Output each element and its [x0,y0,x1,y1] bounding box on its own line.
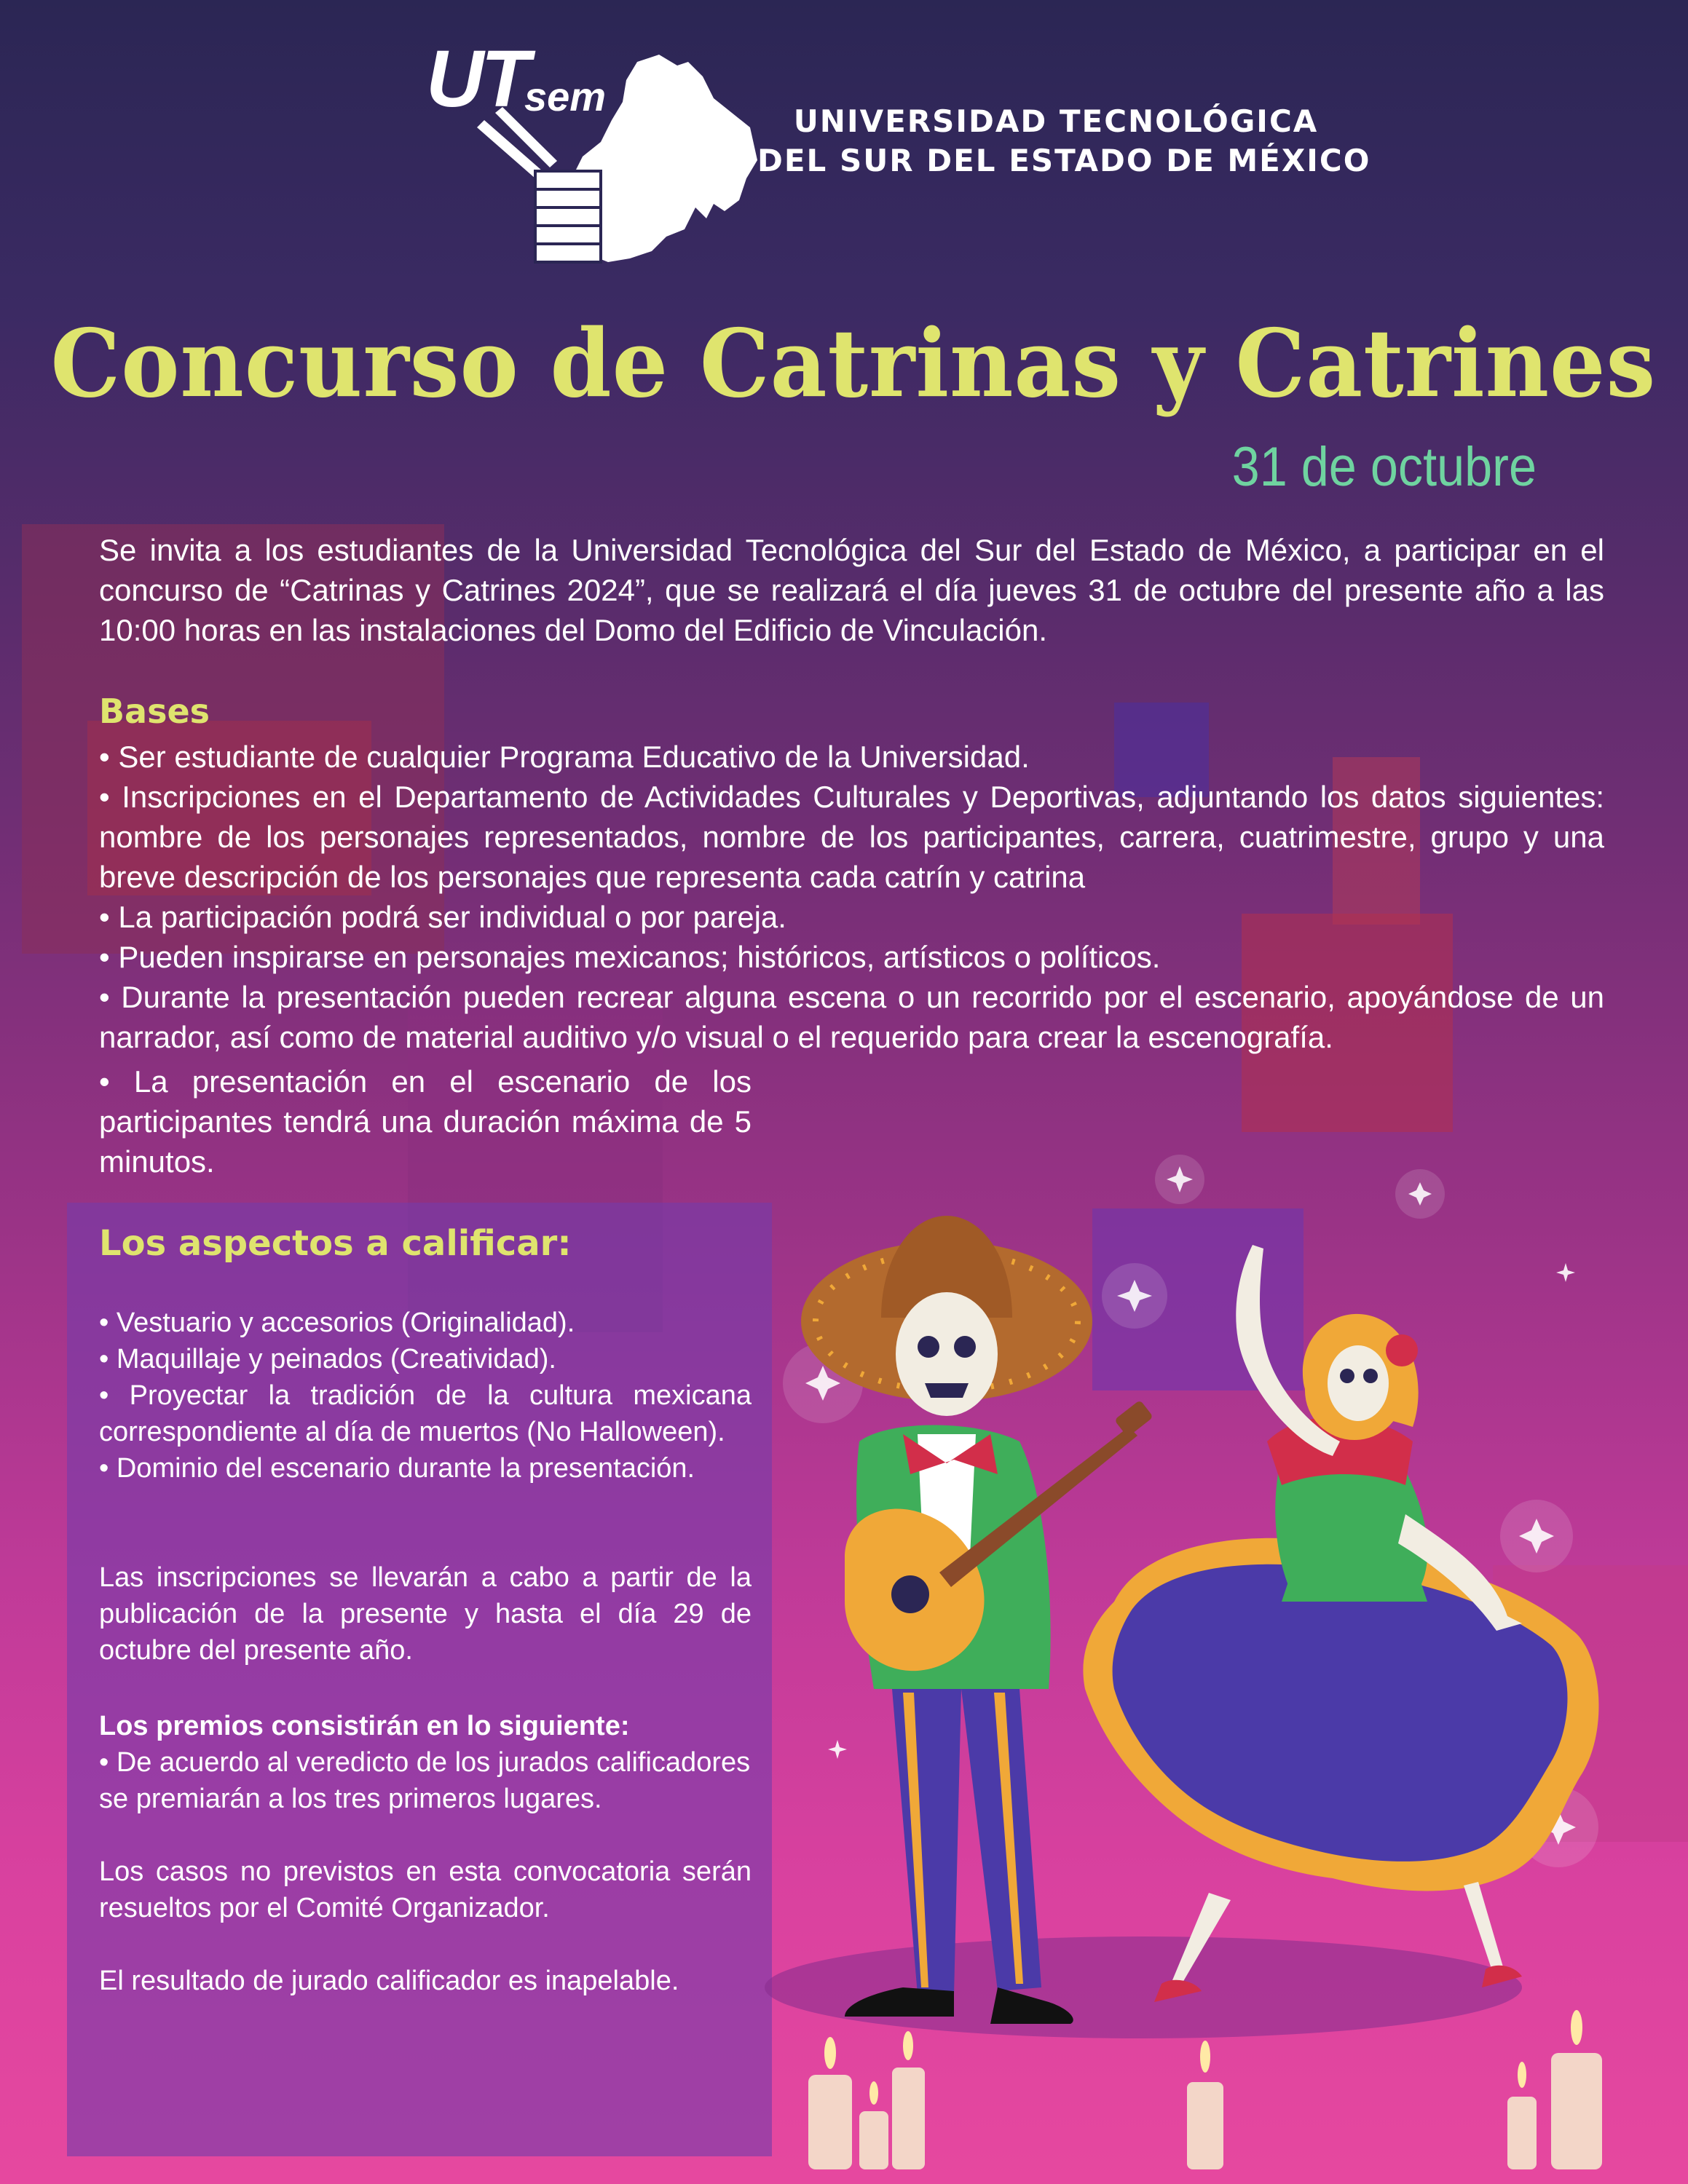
bases-item: • La participación podrá ser individual o por pareja. [99,900,786,934]
university-line-2: DEL SUR DEL ESTADO DE MÉXICO [757,143,1371,178]
catrin-catrina-illustration [735,1077,1688,2184]
bases-item: • Pueden inspirarse en personajes mexicanos; históricos, artísticos o políticos. [99,940,1161,974]
prizes-heading: Los premios consistirán en lo siguiente: [99,1711,630,1741]
bases-list [99,737,1604,1057]
bases-item: • Inscripciones en el Departamento de Actividades Culturales y Deportivas, adjuntando los datos siguientes: nombre de los personajes representados, nombre de los participantes, carrera, cuatrimestre, grupo y una breve descripción de los personajes que representa cada catrín y catrina [99,780,1604,894]
university-name [757,102,1371,181]
university-line-1: UNIVERSIDAD TECNOLÓGICA [793,103,1319,139]
event-date: 31 de octubre [1231,436,1537,498]
logo-sem-text: sem [524,74,607,119]
logo-ut-text: UT [426,34,527,124]
aspects-item: • Dominio del escenario durante la presentación. [99,1453,695,1484]
bases-item: • Ser estudiante de cualquier Programa Educativo de la Universidad. [99,740,1030,774]
catrina-figure [1083,1245,1598,2002]
utsem-logo [426,33,761,273]
verdict-text: El resultado de jurado calificador es inapelable. [99,1966,679,1996]
page-title: Concurso de Catrinas y Catrines [50,309,1657,419]
aspects-list [99,1305,752,1487]
bases-duration: • La presentación en el escenario de los participantes tendrá una duración máxima de 5 minutos. [99,1064,752,1179]
unforeseen-text: Los casos no previstos en esta convocatoria serán resueltos por el Comité Organizador. [99,1856,752,1923]
aspects-item: • Vestuario y accesorios (Originalidad). [99,1307,575,1338]
aspects-item: • Maquillaje y peinados (Creatividad). [99,1344,556,1374]
aspects-item: • Proyectar la tradición de la cultura mexicana correspondiente al día de muertos (No Halloween). [99,1380,752,1447]
intro-paragraph: Se invita a los estudiantes de la Universidad Tecnológica del Sur del Estado de México, a participar en el concurso de “Catrinas y Catrines 2024”, que se realizará el día jueves 31 de octubre del presente año a las 10:00 horas en las instalaciones del Domo del Edificio de Vinculación. [99,533,1604,647]
aspects-heading: Los aspectos a calificar: [99,1223,572,1264]
prizes-text: • De acuerdo al veredicto de los jurados calificadores se premiarán a los tres primeros lugares. [99,1747,751,1814]
registration-text: Las inscripciones se llevarán a cabo a partir de la publicación de la presente y hasta el día 29 de octubre del presente año. [99,1562,752,1666]
bases-heading: Bases [99,692,210,731]
bases-item: • Durante la presentación pueden recrear alguna escena o un recorrido por el escenario, apoyándose de un narrador, así como de material auditivo y/o visual o el requerido para crear la escenografía. [99,980,1604,1054]
